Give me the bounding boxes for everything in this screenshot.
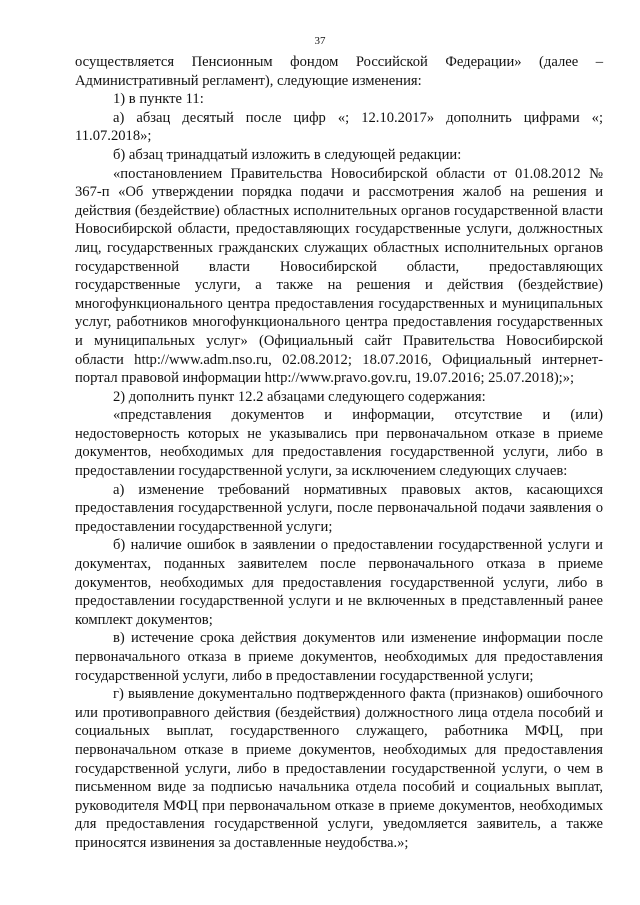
paragraph: осуществляется Пенсионным фондом Российской Федерации» (далее – Административный регламент), следующие изменения:	[75, 54, 603, 89]
paragraph: б) наличие ошибок в заявлении о предоставлении государственной услуги и документах, поданных заявителем после первоначального отказа в приеме документов, необходимых для предоставления государственной услуги, либо в предоставлении государственной услуги и не включенных в представленный ранее комплект документов;	[75, 537, 603, 628]
paragraph: 1) в пункте 11:	[113, 91, 204, 108]
paragraph: г) выявление документально подтвержденного факта (признаков) ошибочного или противоправного действия (бездействия) должностного лица отдела пособий и социальных выплат, государственного служащего, работника МФЦ, при первоначальном отказе в приеме документов, необходимых для предоставления государственной услуги, либо в предоставлении государственной услуги, о чем в письменном виде за подписью начальника отдела пособий и социальных выплат, руководителя МФЦ при первоначальном отказе в приеме документов, необходимых для предоставления государственной услуги, уведомляется заявитель, а также приносятся извинения за доставленные неудобства.»;	[75, 686, 603, 851]
paragraph: 2) дополнить пункт 12.2 абзацами следующего содержания:	[113, 388, 486, 405]
paragraph: «представления документов и информации, отсутствие и (или) недостоверность которых не указывались при первоначальном отказе в приеме документов, необходимых для предоставления государственной услуги, либо в предоставлении государственной услуги, за исключением следующих случаев:	[75, 407, 603, 480]
paragraph: «постановлением Правительства Новосибирской области от 01.08.2012 № 367-п «Об утверждении порядка подачи и рассмотрения жалоб на решения и действия (бездействие) областных исполнительных органов государственной власти Новосибирской области, предоставляющих государственные услуги, должностных лиц, государственных гражданских служащих областных исполнительных органов государственной власти Новосибирской области, предоставляющих государственные услуги, а также на решения и действия (бездействие) многофункционального центра предоставления государственных и муниципальных услуг, работников многофункционального центра предоставления государственных и муниципальных услуг» (Официальный сайт Правительства Новосибирской области http://www.adm.nso.ru, 02.08.2012; 18.07.2016, Официальный интернет-портал правовой информации http://www.pravo.gov.ru, 19.07.2016; 25.07.2018);»;	[75, 165, 603, 387]
document-body	[75, 53, 603, 853]
paragraph: а) изменение требований нормативных правовых актов, касающихся предоставления государственной услуги, после первоначальной подачи заявления о предоставлении государственной услуги;	[75, 481, 603, 535]
page-number: 37	[314, 35, 326, 47]
paragraph: а) абзац десятый после цифр «; 12.10.2017» дополнить цифрами «; 11.07.2018»;	[75, 109, 603, 145]
paragraph: б) абзац тринадцатый изложить в следующей редакции:	[113, 146, 462, 163]
paragraph: в) истечение срока действия документов или изменение информации после первоначального отказа в приеме документов, необходимых для предоставления государственной услуги, либо в предоставлении государственной услуги;	[75, 630, 603, 684]
